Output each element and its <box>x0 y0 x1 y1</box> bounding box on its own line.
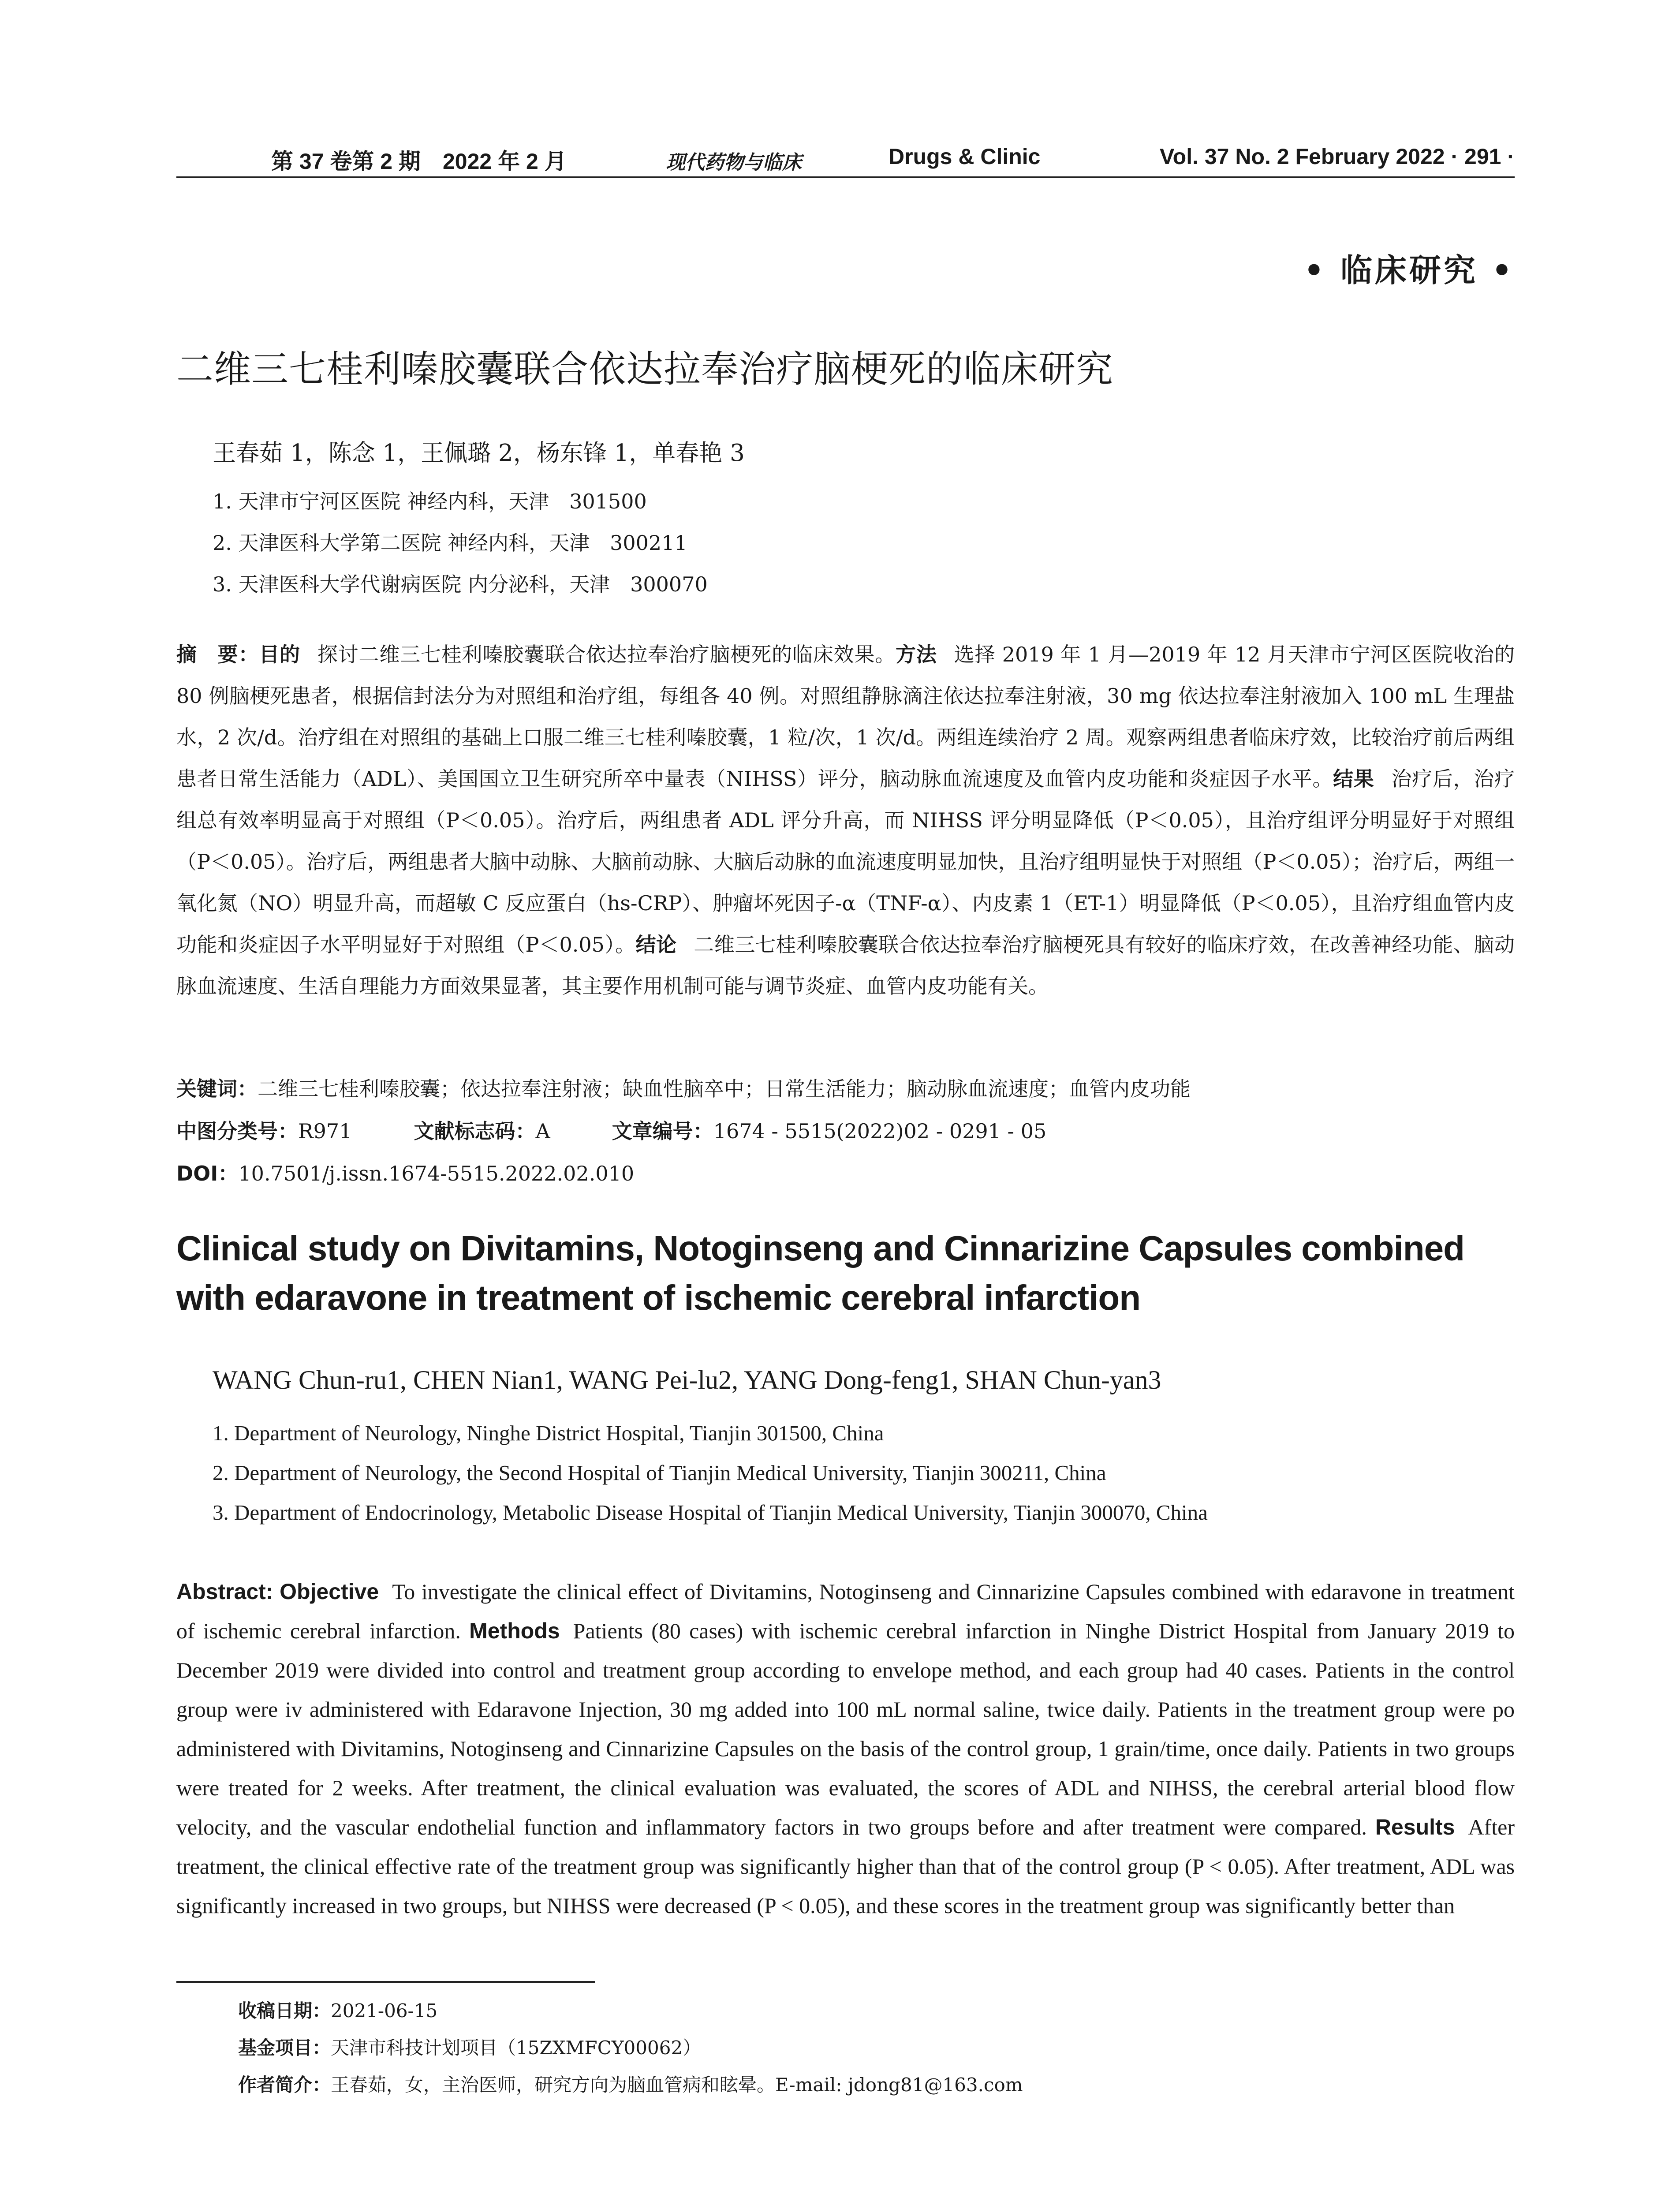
issue-info-en: Vol. 37 No. 2 February 2022 · 291 · <box>1160 144 1515 169</box>
footnotes <box>238 1992 1023 2104</box>
affiliation-en: 3. Department of Endocrinology, Metabolic Disease Hospital of Tianjin Medical University, Tianjin 300070, China <box>213 1500 1208 1525</box>
affiliation-en: 2. Department of Neurology, the Second Hospital of Tianjin Medical University, Tianjin 300211, China <box>213 1461 1106 1485</box>
objective-label-en: Objective <box>280 1579 379 1604</box>
objective-text-en: To investigate the clinical effect of Divitamins, Notoginseng and Cinnarizine Capsules combined with edaravone in treatment of ischemic cerebral infarction. <box>176 1579 1515 1643</box>
affiliation-cn: 2. 天津医科大学第二医院 神经内科，天津 300211 <box>213 531 687 555</box>
title-en: Clinical study on Divitamins, Notoginseng and Cinnarizine Capsules combined with edaravone in treatment of ischemic cerebral infarction <box>176 1229 1464 1317</box>
fund-row <box>238 2029 1023 2067</box>
doi-label: DOI： <box>176 1162 239 1185</box>
received-date: 2021-06-15 <box>331 2000 438 2022</box>
title-cn: 二维三七桂利嗪胶囊联合依达拉奉治疗脑梗死的临床研究 <box>176 348 1114 391</box>
doc-code-label: 文献标志码： <box>414 1119 536 1143</box>
abstract-label-en: Abstract: <box>176 1579 273 1604</box>
keywords-row <box>176 1068 1191 1110</box>
authors-en: WANG Chun-ru1, CHEN Nian1, WANG Pei-lu2, YANG Dong-feng1, SHAN Chun-yan3 <box>213 1365 1161 1394</box>
article-no-label: 文章编号： <box>612 1119 713 1143</box>
affiliation-cn: 3. 天津医科大学代谢病医院 内分泌科，天津 300070 <box>213 572 708 596</box>
abstract-en <box>176 1572 1515 1925</box>
received-date-row <box>238 1992 1023 2029</box>
methods-text-cn: 选择 2019 年 1 月—2019 年 12 月天津市宁河区医院收治的 80 例脑梗死患者，根据信封法分为对照组和治疗组，每组各 40 例。对照组静脉滴注依达拉奉注射液，30 mg 依达拉奉注射液加入 100 mL 生理盐水，2 次/d。治疗组在对照组的基础上口服二维三七桂利嗪胶囊，1 粒/次，1 次/d。两组连续治疗 2 周。观察两组患者临床疗效，比较治疗前后两组患者日常生活能力（ADL）、美国国立卫生研究所卒中量表（NIHSS）评分，脑动脉血流速度及血管内皮功能和炎症因子水平。 <box>176 643 1515 791</box>
results-text-cn: 治疗后，治疗组总有效率明显高于对照组（P＜0.05）。治疗后，两组患者 ADL 评分升高，而 NIHSS 评分明显降低（P＜0.05），且治疗组评分明显好于对照组（P＜0.05）。治疗后，两组患者大脑中动脉、大脑前动脉、大脑后动脉的血流速度明显加快，且治疗组明显快于对照组（P＜0.05）；治疗后，两组一氧化氮（NO）明显升高，而超敏 C 反应蛋白（hs-CRP）、肿瘤坏死因子-α（TNF-α）、内皮素 1（ET-1）明显降低（P＜0.05），且治疗组血管内皮功能和炎症因子水平明显好于对照组（P＜0.05）。 <box>176 767 1515 957</box>
journal-name-en: Drugs & Clinic <box>889 144 1041 169</box>
affiliations-en <box>213 1413 1208 1532</box>
results-text-en: After treatment, the clinical effective rate of the treatment group was significantly higher than that of the control group (P < 0.05). After treatment, ADL was significantly increased in two groups, but NIHSS were decreased (P < 0.05), and these scores in the treatment group was significantly better than <box>176 1815 1515 1918</box>
footnote-divider <box>176 1981 595 1983</box>
objective-label-cn: 目的 <box>259 643 300 666</box>
affiliations-cn <box>213 481 708 605</box>
author-bio-label: 作者简介： <box>238 2074 331 2096</box>
classification-row <box>176 1110 1191 1152</box>
fund-label: 基金项目： <box>238 2037 331 2059</box>
author-bio-row <box>238 2067 1023 2104</box>
methods-text-en: Patients (80 cases) with ischemic cerebral infarction in Ninghe District Hospital from January 2019 to December 2019 were divided into control and treatment group according to envelope method, and each group had 40 cases. Patients in the control group were iv administered with Edaravone Injection, 30 mg added into 100 mL normal saline, twice daily. Patients in the treatment group were po administered with Divitamins, Notoginseng and Cinnarizine Capsules on the basis of the control group, 1 grain/time, once daily. Patients in two groups were treated for 2 weeks. After treatment, the clinical evaluation was evaluated, the scores of ADL and NIHSS, the cerebral arterial blood flow velocity, and the vascular endothelial function and inflammatory factors in two groups before and after treatment were compared. <box>176 1618 1515 1839</box>
abstract-cn <box>176 634 1515 1007</box>
section-label: • 临床研究 • <box>1303 251 1515 289</box>
received-label: 收稿日期： <box>238 2000 331 2022</box>
issue-info-cn: 第 37 卷第 2 期 2022 年 2 月 <box>271 149 567 174</box>
keywords-label: 关键词： <box>176 1077 258 1101</box>
conclusion-label-cn: 结论 <box>635 933 677 957</box>
doi-link[interactable]: 10.7501/j.issn.1674-5515.2022.02.010 <box>238 1162 635 1185</box>
doi-row <box>176 1152 1191 1195</box>
results-label-cn: 结果 <box>1333 767 1374 791</box>
clc-value: R971 <box>298 1119 352 1143</box>
abstract-label-cn: 摘 要： <box>176 643 259 666</box>
article-metadata-cn <box>176 1068 1191 1195</box>
methods-label-cn: 方法 <box>896 643 937 666</box>
affiliation-cn: 1. 天津市宁河区医院 神经内科，天津 301500 <box>213 490 647 513</box>
keywords-text: 二维三七桂利嗪胶囊；依达拉奉注射液；缺血性脑卒中；日常生活能力；脑动脉血流速度；血管内皮功能 <box>258 1077 1191 1101</box>
methods-label-en: Methods <box>469 1618 560 1643</box>
doc-code-value: A <box>535 1119 550 1143</box>
results-label-en: Results <box>1375 1815 1455 1839</box>
objective-text-cn: 探讨二维三七桂利嗪胶囊联合依达拉奉治疗脑梗死的临床效果。 <box>317 643 896 666</box>
author-bio-text: 王春茹，女，主治医师，研究方向为脑血管病和眩晕。E-mail: jdong81@163.com <box>331 2074 1023 2096</box>
conclusion-text-cn: 二维三七桂利嗪胶囊联合依达拉奉治疗脑梗死具有较好的临床疗效，在改善神经功能、脑动脉血流速度、生活自理能力方面效果显著，其主要作用机制可能与调节炎症、血管内皮功能有关。 <box>176 933 1515 998</box>
authors-cn: 王春茹 1，陈念 1，王佩璐 2，杨东锋 1，单春艳 3 <box>213 440 745 467</box>
journal-name-cn: 现代药物与临床 <box>666 151 802 174</box>
fund-text: 天津市科技计划项目（15ZXMFCY00062） <box>331 2037 702 2059</box>
affiliation-en: 1. Department of Neurology, Ninghe District Hospital, Tianjin 301500, China <box>213 1421 884 1445</box>
running-header <box>176 141 1515 178</box>
article-no-value: 1674 - 5515(2022)02 - 0291 - 05 <box>713 1119 1047 1143</box>
clc-label: 中图分类号： <box>176 1119 298 1143</box>
